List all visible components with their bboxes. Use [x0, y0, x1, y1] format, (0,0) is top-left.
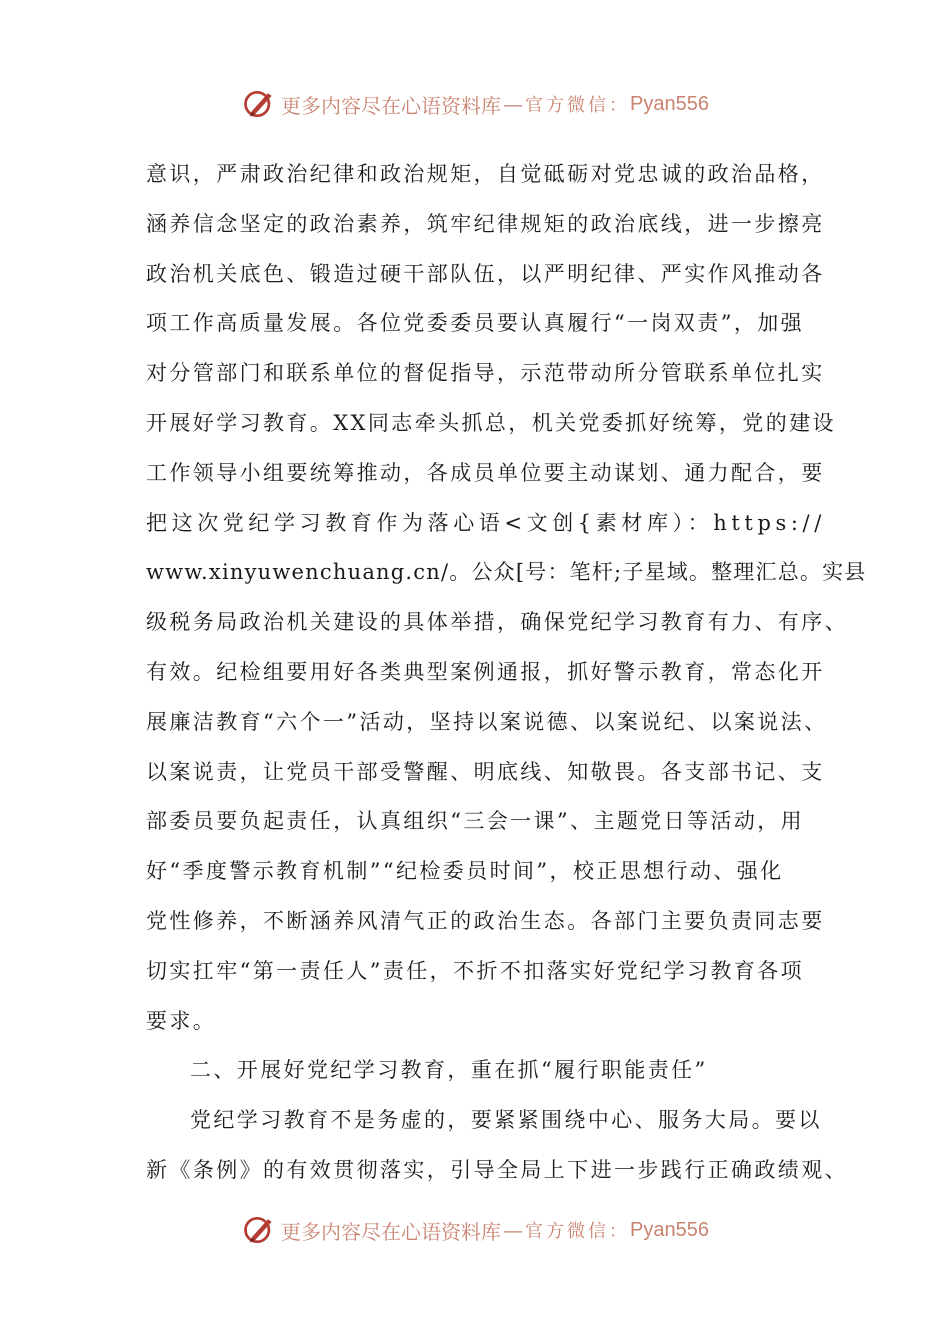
body-line: 部委员要负起责任，认真组织“三会一课”、主题党日等活动，用 [146, 809, 805, 834]
body-line: 政治机关底色、锻造过硬干部队伍，以严明纪律、严实作风推动各 [146, 261, 825, 286]
body-line: 把这次党纪学习教育作为落心语<文创{素材库）：https:// [146, 510, 826, 535]
body-line: 要求。 [146, 1008, 217, 1033]
banner-wechat-id: Pyan556 [630, 1218, 709, 1241]
banner-separator: — [503, 92, 524, 116]
body-line: 切实扛牢“第一责任人”责任，不折不扣落实好党纪学习教育各项 [146, 958, 805, 983]
body-line: 新《条例》的有效贯彻落实，引导全局上下进一步践行正确政绩观、 [146, 1157, 848, 1182]
body-line: 涵养信念坚定的政治素养，筑牢纪律规矩的政治底线，进一步擦亮 [146, 211, 825, 236]
banner-wechat-label: 官方微信： [525, 95, 631, 116]
body-line: 工作领导小组要统筹推动，各成员单位要主动谋划、通力配合，要 [146, 460, 825, 485]
header-banner [0, 84, 950, 124]
body-line: 好“季度警示教育机制”“纪检委员时间”，校正思想行动、强化 [146, 859, 784, 884]
document-body [146, 150, 867, 1196]
section-heading: 二、开展好党纪学习教育，重在抓“履行职能责任” [190, 1058, 708, 1083]
banner-separator: — [503, 1218, 524, 1242]
pen-logo-icon [241, 1212, 277, 1248]
body-line: 有效。纪检组要用好各类典型案例通报，抓好警示教育，常态化开 [146, 659, 825, 684]
body-line: www.xinyuwenchuang.cn/。公众[号：笔杆;子星域。整理汇总。实县 [146, 560, 867, 585]
body-line: 级税务局政治机关建设的具体举措，确保党纪学习教育有力、有序、 [146, 610, 848, 635]
body-line: 项工作高质量发展。各位党委委员要认真履行“一岗双责”，加强 [146, 311, 805, 336]
banner-title: 更多内容尽在心语资料库 [281, 1219, 502, 1244]
banner-wechat-id: Pyan556 [630, 92, 709, 115]
banner-wechat-label: 官方微信： [525, 1221, 631, 1242]
body-line: 意识，严肃政治纪律和政治规矩，自觉砥砺对党忠诚的政治品格， [146, 162, 825, 186]
body-line: 对分管部门和联系单位的督促指导，示范带动所分管联系单位扎实 [146, 361, 825, 386]
banner-title: 更多内容尽在心语资料库 [281, 93, 502, 118]
pen-logo-icon [241, 86, 277, 122]
body-line: 党性修养，不断涵养风清气正的政治生态。各部门主要负责同志要 [146, 908, 825, 933]
body-line: 以案说责，让党员干部受警醒、明底线、知敬畏。各支部书记、支 [146, 759, 825, 784]
body-line: 展廉洁教育“六个一”活动，坚持以案说德、以案说纪、以案说法、 [146, 709, 828, 734]
body-line: 开展好学习教育。XX同志牵头抓总，机关党委抓好统筹，党的建设 [146, 410, 836, 435]
body-line: 党纪学习教育不是务虚的，要紧紧围绕中心、服务大局。要以 [190, 1108, 822, 1133]
footer-banner [0, 1210, 950, 1250]
